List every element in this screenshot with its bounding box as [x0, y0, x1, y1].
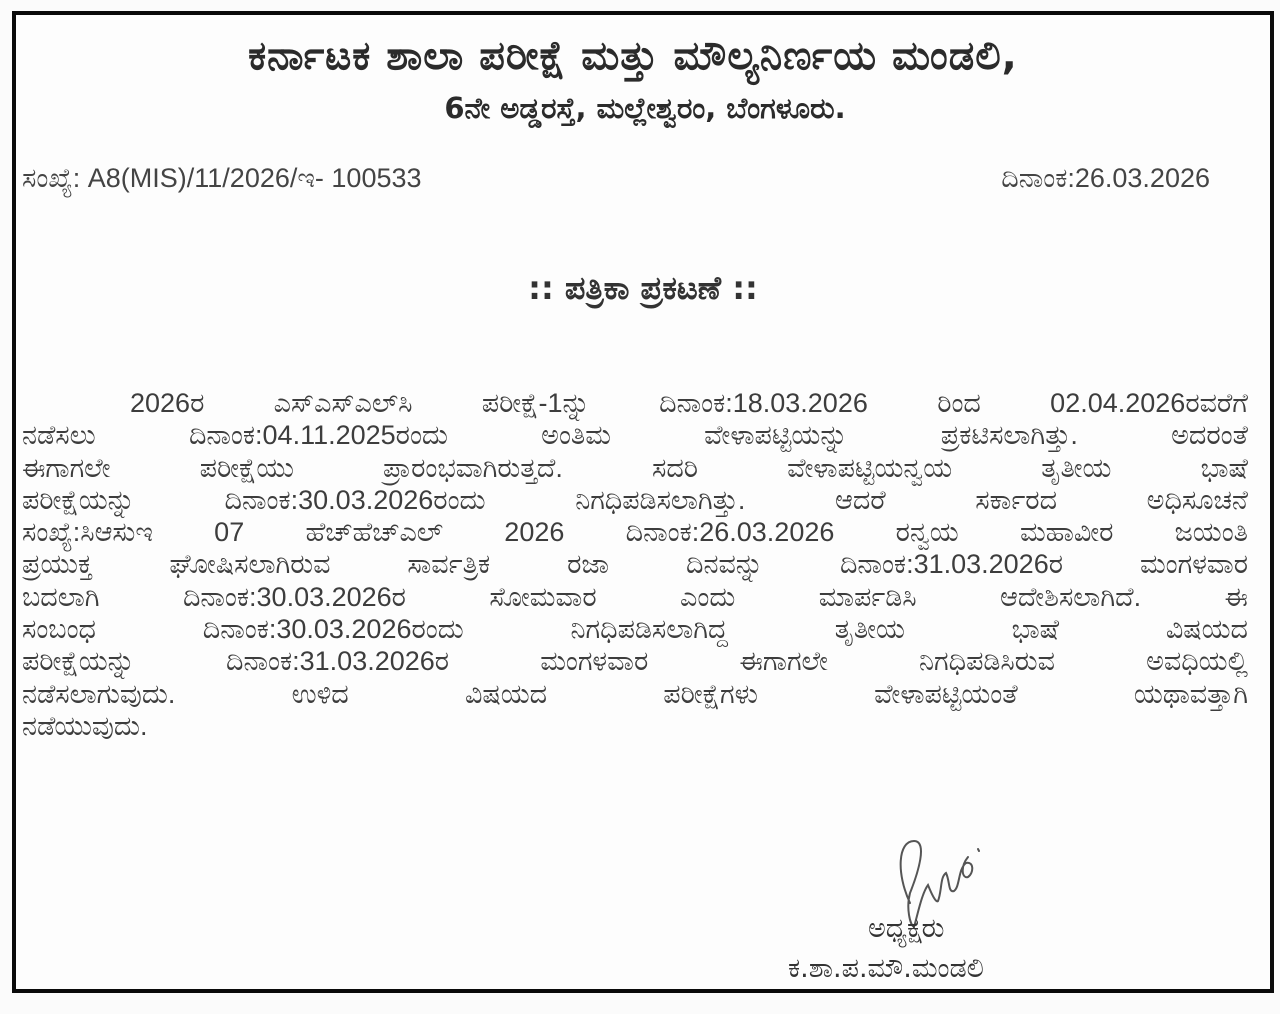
document-frame [12, 11, 1274, 993]
body-line: ಪ್ರಯುಕ್ತ ಘೋಷಿಸಲಾಗಿರುವ ಸಾರ್ವತ್ರಿಕ ರಜಾ ದಿನವನ್ನು ದಿನಾಂಕ:31.03.2026ರ ಮಂಗಳವಾರ [22, 549, 1248, 580]
signatory-organization: ಕ.ಶಾ.ಪ.ಮೌ.ಮಂಡಲಿ [788, 953, 984, 984]
body-line: ಈಗಾಗಲೇ ಪರೀಕ್ಷೆಯು ಪ್ರಾರಂಭವಾಗಿರುತ್ತದೆ. ಸದರಿ ವೇಳಾಪಟ್ಟಿಯನ್ವಯ ತೃತೀಯ ಭಾಷೆ [22, 452, 1248, 483]
press-release-body [22, 387, 1248, 742]
organization-address: 6ನೇ ಅಡ್ಡರಸ್ತೆ, ಮಲ್ಲೇಶ್ವರಂ, ಬೆಂಗಳೂರು. [444, 91, 846, 125]
reference-number: ಸಂಖ್ಯೆ: A8(MIS)/11/2026/ಇ- 100533 [22, 163, 422, 193]
document-date: ದಿನಾಂಕ:26.03.2026 [1001, 163, 1210, 193]
body-line: ಸಂಬಂಧ ದಿನಾಂಕ:30.03.2026ರಂದು ನಿಗಧಿಪಡಿಸಲಾಗಿದ್ದ ತೃತೀಯ ಭಾಷೆ ವಿಷಯದ [22, 614, 1248, 645]
body-line: ಪರೀಕ್ಷೆಯನ್ನು ದಿನಾಂಕ:30.03.2026ರಂದು ನಿಗಧಿಪಡಿಸಲಾಗಿತ್ತು. ಆದರೆ ಸರ್ಕಾರದ ಅಧಿಸೂಚನೆ [22, 484, 1248, 515]
organization-name: ಕರ್ನಾಟಕ ಶಾಲಾ ಪರೀಕ್ಷೆ ಮತ್ತು ಮೌಲ್ಯನಿರ್ಣಯ ಮಂಡಲಿ, [248, 33, 1018, 79]
body-line: ನಡೆಯುವುದು. [22, 710, 148, 741]
body-line: ಪರೀಕ್ಷೆಯನ್ನು ದಿನಾಂಕ:31.03.2026ರ ಮಂಗಳವಾರ ಈಗಾಗಲೇ ನಿಗಧಿಪಡಿಸಿರುವ ಅವಧಿಯಲ್ಲಿ [22, 646, 1248, 677]
body-line: ಸಂಖ್ಯೆ:ಸಿಆಸುಇ 07 ಹೆಚ್‌ಹೆಚ್‌ಎಲ್ 2026 ದಿನಾಂಕ:26.03.2026 ರನ್ವಯ ಮಹಾವೀರ ಜಯಂತಿ [22, 517, 1248, 548]
body-line: ನಡೆಸಲಾಗುವುದು. ಉಳಿದ ವಿಷಯದ ಪರೀಕ್ಷೆಗಳು ವೇಳಾಪಟ್ಟಿಯಂತೆ ಯಥಾವತ್ತಾಗಿ [22, 678, 1248, 709]
body-line: 2026ರ ಎಸ್‌ಎಸ್‌ಎಲ್‌ಸಿ ಪರೀಕ್ಷೆ-1ನ್ನು ದಿನಾಂಕ:18.03.2026 ರಿಂದ 02.04.2026ರವರೆಗೆ [130, 388, 1248, 418]
body-line: ಬದಲಾಗಿ ದಿನಾಂಕ:30.03.2026ರ ಸೋಮವಾರ ಎಂದು ಮಾರ್ಪಡಿಸಿ ಆದೇಶಿಸಲಾಗಿದೆ. ಈ [22, 581, 1248, 612]
signatory-designation: ಅಧ್ಯಕ್ಷರು [868, 913, 945, 944]
press-release-title: :: ಪತ್ರಿಕಾ ಪ್ರಕಟಣೆ :: [528, 269, 758, 307]
body-line: ನಡೆಸಲು ದಿನಾಂಕ:04.11.2025ರಂದು ಅಂತಿಮ ವೇಳಾಪಟ್ಟಿಯನ್ನು ಪ್ರಕಟಿಸಲಾಗಿತ್ತು. ಅದರಂತೆ [22, 420, 1248, 451]
